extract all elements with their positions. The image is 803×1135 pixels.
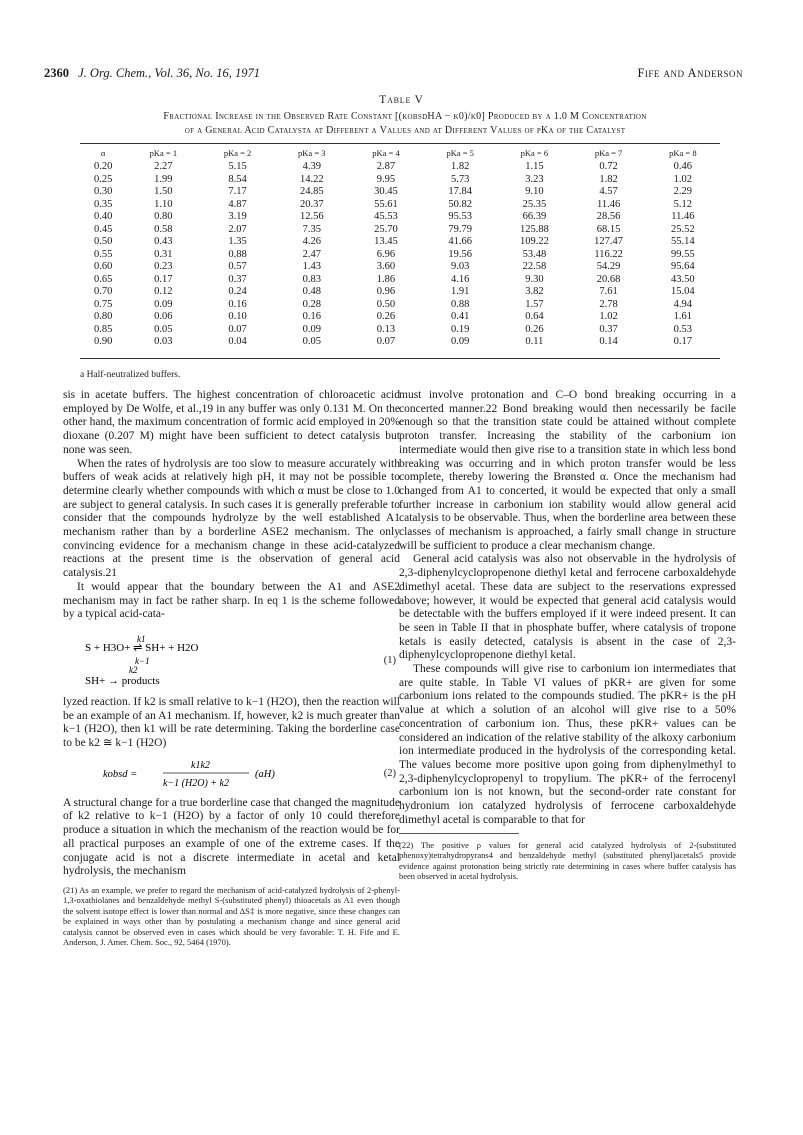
table-cell: 2.27: [154, 161, 173, 172]
table-row: [80, 261, 720, 274]
table-cell: 0.26: [525, 323, 544, 335]
table-cell: 0.46: [673, 161, 693, 172]
table-cell: 2.29: [673, 186, 693, 197]
table-cell: 0.37: [228, 273, 247, 285]
table-cell: 0.14: [599, 336, 618, 347]
table-row: [80, 224, 720, 237]
table-cell: 1.91: [450, 286, 470, 297]
table-row: [80, 274, 720, 287]
table-cell: 0.07: [376, 336, 396, 347]
body-paragraph: must involve protonation and C–O bond breaking occurring in a concerted manner.22 Bond breaking would then necessarily be facile enough so that the transition state could be attained without complete proton transfer. Increasing the stability of the carbonium ion intermediate would then give rise to a transition state in which less bond breaking was occurring and in which proton transfer would be less complete, thereby lowering the Brønsted α. Once the mechanism had changed from A1 to concerted, it would be expected that only a small further increase in carbonium ion stability would allow general acid catalysis to be observable. Thus, when the borderline area between these classes of mechanism is approached, a fairly small change in structure will be sufficient to produce a clear mechanism change.: [399, 389, 736, 552]
table-cell: 0.09: [450, 336, 470, 347]
table-cell: 4.57: [599, 186, 618, 197]
table-cell: 17.84: [448, 186, 472, 197]
table-cell: 28.56: [596, 211, 621, 222]
equation-1-graphic: [63, 626, 400, 692]
body-paragraph: These compounds will give rise to carbonium ion intermediates that are quite stable. In Table VI values of pKR+ are given for some carbonium ions related to the compounds studied. The pKR+ is the pH value at which a solution of an alcohol will give rise to a 50% concentration of carbonium ion. Thus, these pKR+ values can be considered an indication of the relative stability of the alkoxy carbonium ion intermediate produced in the hydrolysis of the corresponding ketal. The values become more positive upon going from diphenylmethyl to 2,3-diphenylcyclopropenyl to tropylium. The pKR+ of the ferrocenyl carbonium ion is not known, but the second-order rate constant for hydronium ion catalyzed hydrolysis of ferrocene carboxaldehyde dimethyl acetal is comparable to that for: [399, 663, 736, 826]
table-cell: 55.14: [671, 236, 695, 247]
table-cell: 11.46: [671, 211, 695, 222]
table-cell: 0.57: [228, 261, 247, 272]
table-cell: 0.19: [450, 323, 470, 335]
alpha-cell: 0.55: [93, 248, 113, 260]
table-cell: 25.52: [671, 223, 695, 235]
table-cell: 0.88: [228, 248, 247, 260]
table-cell: 54.29: [596, 261, 621, 272]
table-cell: 2.87: [376, 161, 396, 172]
alpha-cell: 0.20: [93, 161, 113, 172]
table-cell: 2.47: [302, 248, 321, 260]
table-cell: 127.47: [594, 236, 624, 247]
table-row: [80, 211, 720, 224]
table-cell: 5.12: [673, 198, 693, 210]
body-paragraph: General acid catalysis was also not observable in the hydrolysis of 2,3-diphenylcyclopropenone diethyl ketal and ferrocene carboxaldehyde dimethyl acetal. These data are subject to the reservations expressed above; however, it would be expected that general acid catalysis would be detectable with the buffers employed if it were indeed present. It can be seen in Table II that in phosphate buffer, where catalysis of tropone ketals is easily detected, catalysis is absent in the case of 2,3-diphenylcyclopropenone diethyl ketal.: [399, 553, 736, 662]
body-paragraph: sis in acetate buffers. The highest concentration of chloroacetic acid employed by De Wolfe, et al.,19 in any buffer was only 0.131 M. On the other hand, the maximum concentration of formic acid employed in 20% dioxane (0.207 M) might have been sufficient to detect catalysis but none was seen.: [63, 389, 400, 456]
table-cell: 0.26: [376, 311, 396, 322]
table-cell: 0.23: [154, 261, 173, 272]
table-cell: 2.78: [599, 298, 618, 310]
table-cell: 0.53: [673, 323, 693, 335]
table-caption-line-1: Fractional Increase in the Observed Rate Constant [(kobsdHA − k0)/k0] Produced by a 1.0 M Concentration: [163, 111, 647, 122]
table-cell: 41.66: [448, 236, 472, 247]
equation-2-denominator: k−1 (H2O) + k2: [163, 777, 229, 789]
table-cell: 53.48: [522, 248, 547, 260]
alpha-cell: 0.25: [93, 173, 113, 185]
alpha-cell: 0.70: [93, 286, 113, 297]
table-cell: 45.53: [374, 211, 398, 222]
table-cell: 2.07: [228, 223, 247, 235]
table-cell: 99.55: [671, 248, 695, 260]
table-top-rule: [80, 143, 720, 144]
table-row: [80, 186, 720, 199]
table-cell: 0.48: [302, 286, 321, 297]
table-cell: 79.79: [448, 223, 472, 235]
body-paragraph: When the rates of hydrolysis are too slow to measure accurately with buffers of weak acids at relatively high pH, it may not be possible to determine clearly whether compounds with which α must be close to 1.0 are subject to general catalysis. In such cases it is generally preferable to consider that the compounds hydrolyze by the well established A1 mechanism rather than by a borderline ASE2 mechanism. The only convincing evidence for a mechanism change in these acid-catalyzed reactions at the present time is the observation of general acid catalysis.21: [63, 457, 400, 580]
alpha-cell: 0.40: [93, 211, 113, 222]
table-cell: 0.88: [450, 298, 470, 310]
table-cell: 4.26: [302, 236, 321, 247]
alpha-cell: 0.45: [93, 223, 113, 235]
table-cell: 109.22: [519, 236, 549, 247]
table-row: [80, 174, 720, 187]
table-cell: 0.09: [154, 298, 173, 310]
table-cell: 0.06: [154, 311, 173, 322]
alpha-cell: 0.85: [93, 323, 113, 335]
table-cell: 0.72: [599, 161, 618, 172]
table-cell: 4.94: [673, 298, 693, 310]
alpha-cell: 0.60: [93, 261, 113, 272]
table-row: [80, 236, 720, 249]
alpha-cell: 0.65: [93, 273, 113, 285]
table-cell: 66.39: [522, 211, 547, 222]
table-row: [80, 324, 720, 337]
equation-2-rhs: (aH): [255, 768, 275, 780]
table-cell: 0.05: [154, 323, 173, 335]
table-cell: 55.61: [374, 198, 398, 210]
equation-2-graphic: [63, 757, 400, 791]
column-header: α: [100, 148, 106, 158]
equation-number: (2): [383, 767, 396, 779]
table-cell: 6.96: [376, 248, 396, 260]
table-cell: 0.58: [154, 223, 173, 235]
table-cell: 0.16: [228, 298, 247, 310]
table-row: [80, 161, 720, 174]
table-body: [80, 161, 720, 349]
table-cell: 12.56: [299, 211, 324, 222]
table-cell: 68.15: [596, 223, 621, 235]
table-cell: 1.82: [599, 173, 618, 185]
table-cell: 1.99: [154, 173, 173, 185]
alpha-cell: 0.80: [93, 311, 113, 322]
table-cell: 116.22: [594, 248, 623, 260]
table-cell: 20.37: [299, 198, 324, 210]
table-cell: 0.80: [154, 211, 173, 222]
alpha-cell: 0.90: [93, 336, 113, 347]
table-cell: 0.12: [154, 286, 173, 297]
table-cell: 1.35: [228, 236, 247, 247]
alpha-cell: 0.35: [93, 198, 113, 210]
column-header: pKa = 4: [372, 148, 400, 158]
table-cell: 3.60: [376, 261, 396, 272]
table-cell: 14.22: [299, 173, 324, 185]
table-cell: 0.43: [154, 236, 173, 247]
table-cell: 8.54: [228, 173, 247, 185]
table-cell: 1.43: [302, 261, 321, 272]
table-cell: 4.39: [302, 161, 321, 172]
equation-2: [63, 757, 400, 791]
table-cell: 1.57: [525, 298, 544, 310]
table-cell: 95.53: [448, 211, 472, 222]
table-cell: 9.30: [525, 273, 544, 285]
footnote-21: (21) As an example, we prefer to regard the mechanism of acid-catalyzed hydrolysis of 2-phenyl-1,3-oxathiolanes and benzaldehyde methyl S-(substituted phenyl) thioacetals as A1 even though the solvent isotope effect is lower than normal and ΔS‡ is more negative, since these changes can be explained in ways other than by postulating a mechanism change and since general acid catalysis cannot be observed even in cases which should be very favorable: T. H. Fife and E. Anderson, J. Amer. Chem. Soc., 92, 5464 (1970).: [63, 884, 400, 948]
table-cell: 24.85: [299, 186, 324, 197]
running-head: [44, 66, 743, 84]
body-paragraph: It would appear that the boundary between the A1 and ASE2 mechanism may in fact be rather sharp. In eq 1 is the scheme followed by a typical acid-cata-: [63, 580, 400, 621]
table-row: [80, 199, 720, 212]
table-cell: 0.05: [302, 336, 321, 347]
table-cell: 1.10: [154, 198, 173, 210]
table-cell: 0.64: [525, 311, 544, 322]
body-paragraph: lyzed reaction. If k2 is small relative to k−1 (H2O), then the reaction will be an example of an A1 mechanism. If, however, k2 is much greater than k−1 (H2O), then k1 will be rate determining. Taking the borderline case to be k2 ≅ k−1 (H2O): [63, 695, 401, 750]
table-header-row: [80, 145, 720, 161]
left-column: [63, 389, 400, 948]
table-cell: 5.73: [450, 173, 470, 185]
column-header: pKa = 6: [520, 148, 549, 158]
table-cell: 20.68: [596, 273, 621, 285]
table-cell: 95.64: [671, 261, 695, 272]
alpha-cell: 0.30: [93, 186, 113, 197]
table-cell: 3.23: [525, 173, 544, 185]
table-cell: 7.35: [302, 223, 321, 235]
table-caption: [60, 110, 750, 138]
table-cell: 0.17: [673, 336, 693, 347]
footnote-22: (22) The positive ρ values for general acid catalyzed hydrolysis of 2-(substituted phenoxy)tetrahydropyrans4 and benzaldehyde methyl (substituted phenyl)acetals5 provide evidence against protonation being strictly rate determining in cases where buffer catalysis has been observed in acetal hydrolysis.: [399, 839, 736, 881]
table-bottom-rule: [80, 358, 720, 359]
table-cell: 4.87: [228, 198, 247, 210]
table-cell: 7.61: [599, 286, 618, 297]
table-cell: 0.13: [376, 323, 396, 335]
author-names: Fife and Anderson: [637, 66, 743, 80]
table-cell: 0.37: [599, 323, 618, 335]
table-cell: 0.09: [302, 323, 321, 335]
equation-number: (1): [383, 654, 396, 666]
table-cell: 0.28: [302, 298, 321, 310]
table-cell: 50.82: [448, 198, 472, 210]
table-row: [80, 311, 720, 324]
table-cell: 19.56: [448, 248, 472, 260]
table-cell: 0.10: [228, 311, 247, 322]
table-cell: 0.31: [154, 248, 173, 260]
equation-1: [63, 626, 400, 692]
column-header: pKa = 7: [594, 148, 623, 158]
equation-2-lhs: kobsd =: [103, 768, 138, 780]
table-row: [80, 336, 720, 349]
table-caption-line-2: of a General Acid Catalysta at Different α Values and at Different Values of pKa of the Catalyst: [184, 125, 626, 136]
table-row: [80, 286, 720, 299]
table-cell: 1.02: [599, 311, 618, 322]
table-cell: 0.41: [450, 311, 470, 322]
alpha-cell: 0.50: [93, 236, 113, 247]
table-cell: 30.45: [374, 186, 398, 197]
column-header: pKa = 2: [223, 148, 252, 158]
page-number: 2360: [44, 66, 69, 80]
journal-citation: J. Org. Chem., Vol. 36, No. 16, 1971: [78, 66, 260, 80]
table-cell: 9.95: [376, 173, 396, 185]
table-cell: 3.82: [525, 286, 544, 297]
table-cell: 1.61: [673, 311, 693, 322]
table-row: [80, 299, 720, 312]
table-cell: 0.07: [228, 323, 247, 335]
table-cell: 1.86: [376, 273, 396, 285]
equation-2-numerator: k1k2: [191, 759, 210, 771]
column-header: pKa = 3: [298, 148, 326, 158]
table-cell: 0.03: [154, 336, 173, 347]
table-cell: 5.15: [228, 161, 247, 172]
table-cell: 25.70: [374, 223, 398, 235]
rate-constant-k1: k1: [137, 633, 146, 644]
rate-constant-k-minus-1: k−1: [135, 655, 150, 666]
table-cell: 0.04: [228, 336, 247, 347]
table-cell: 1.02: [673, 173, 693, 185]
table-cell: 0.96: [376, 286, 396, 297]
table-cell: 9.10: [525, 186, 544, 197]
alpha-cell: 0.75: [93, 298, 113, 310]
table-title: Table V: [379, 94, 424, 106]
equation-1-line-2: SH+ → products: [85, 674, 160, 687]
footnote-rule: [399, 833, 519, 834]
table-cell: 22.58: [522, 261, 547, 272]
table-cell: 3.19: [228, 211, 247, 222]
table-cell: 15.04: [671, 286, 695, 297]
table-footnote: a Half-neutralized buffers.: [80, 370, 181, 380]
table-cell: 1.82: [450, 161, 470, 172]
table-row: [80, 249, 720, 262]
column-header: pKa = 1: [149, 148, 178, 158]
table-cell: 0.16: [302, 311, 321, 322]
table-cell: 9.03: [450, 261, 470, 272]
column-header: pKa = 8: [669, 148, 697, 158]
column-header: pKa = 5: [446, 148, 474, 158]
table-cell: 1.50: [154, 186, 173, 197]
body-paragraph: A structural change for a true borderline case that changed the magnitude of k2 relative to k−1 (H2O) by a factor of only 10 could therefore produce a situation in which the mechanism of the reaction would be for all practical purposes an example of one of the extreme cases. If the conjugate acid is not a discrete intermediate in acetal and ketal hydrolysis, the mechanism: [63, 796, 400, 878]
data-table: [80, 145, 720, 349]
equation-1-line-1: S + H3O+ ⇌ SH+ + H2O: [85, 641, 199, 654]
table-cell: 0.17: [154, 273, 173, 285]
right-column: [399, 389, 736, 882]
table-cell: 13.45: [374, 236, 398, 247]
table-cell: 25.35: [522, 198, 547, 210]
table-cell: 43.50: [671, 273, 695, 285]
rate-constant-k2: k2: [129, 664, 138, 675]
table-cell: 1.15: [525, 161, 544, 172]
table-cell: 0.11: [525, 336, 544, 347]
table-cell: 125.88: [519, 223, 549, 235]
table-cell: 0.24: [228, 286, 247, 297]
table-cell: 11.46: [596, 198, 621, 210]
table-cell: 0.50: [376, 298, 396, 310]
table-cell: 0.83: [302, 273, 321, 285]
table-cell: 4.16: [450, 273, 470, 285]
table-cell: 7.17: [228, 186, 247, 197]
